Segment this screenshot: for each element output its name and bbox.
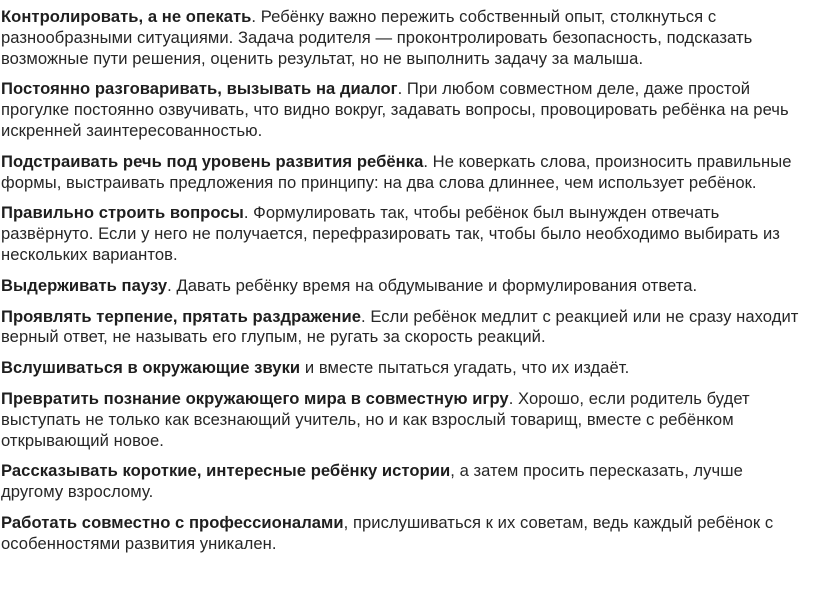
paragraph-3-text: . Не коверкать слова, произносить правильные формы, выстраивать предложения по принципу: на два слова длиннее, чем использует ребёнок. [1, 151, 792, 192]
paragraph-3-heading: Подстраивать речь под уровень развития ребёнка [1, 151, 424, 171]
paragraph-10-heading: Работать совместно с профессионалами [1, 512, 344, 532]
paragraph-7-text: и вместе пытаться угадать, что их издаёт. [300, 358, 630, 378]
paragraph-1-text: . Ребёнку важно пережить собственный опыт, столкнуться с разнообразными ситуациями. Задача родителя — проконтролировать безопасность, подсказать возможные пути решения, оценить результат, но не выполнить задачу за малыша. [1, 7, 753, 68]
paragraph-9 [1, 461, 806, 503]
paragraph-2-heading: Постоянно разговаривать, вызывать на диалог [1, 79, 398, 99]
paragraph-4-text: . Формулировать так, чтобы ребёнок был вынужден отвечать развёрнуто. Если у него не получается, перефразировать так, чтобы было необходимо выбирать из нескольких вариантов. [1, 203, 780, 264]
paragraph-8 [1, 389, 806, 451]
paragraph-8-heading: Превратить познание окружающего мира в совместную игру [1, 388, 509, 408]
paragraph-5-heading: Выдерживать паузу [1, 275, 168, 295]
paragraph-7 [1, 358, 806, 379]
paragraph-4 [1, 203, 806, 265]
paragraph-3 [1, 152, 806, 194]
paragraph-2-text: . При любом совместном деле, даже простой прогулке постоянно озвучивать, что видно вокруг, задавать вопросы, провоцировать ребёнка на речь искренней заинтересованностью. [1, 79, 789, 140]
paragraph-10 [1, 513, 806, 555]
paragraph-2 [1, 79, 806, 141]
paragraph-6 [1, 307, 806, 349]
paragraph-5-text: . Давать ребёнку время на обдумывание и формулирования ответа. [167, 275, 698, 295]
paragraph-7-heading: Вслушиваться в окружающие звуки [1, 358, 301, 378]
paragraph-9-heading: Рассказывать короткие, интересные ребёнку истории [1, 461, 451, 481]
paragraph-9-text: , а затем просить пересказать, лучше другому взрослому. [1, 461, 743, 502]
paragraph-6-heading: Проявлять терпение, прятать раздражение [1, 306, 362, 326]
paragraph-10-text: , прислушиваться к их советам, ведь каждый ребёнок с особенностями развития уникален. [1, 512, 774, 553]
paragraph-6-text: . Если ребёнок медлит с реакцией или не сразу находит верный ответ, не называть его глупым, не ругать за скорость реакций. [1, 306, 799, 347]
paragraph-8-text: . Хорошо, если родитель будет выступать не только как всезнающий учитель, но и как взрослый товарищ, вместе с ребёнком открывающий новое. [1, 388, 750, 450]
paragraph-5 [1, 276, 806, 297]
paragraph-1-heading: Контролировать, а не опекать [1, 7, 252, 26]
paragraph-1 [1, 7, 806, 69]
paragraph-4-heading: Правильно строить вопросы [1, 203, 244, 223]
